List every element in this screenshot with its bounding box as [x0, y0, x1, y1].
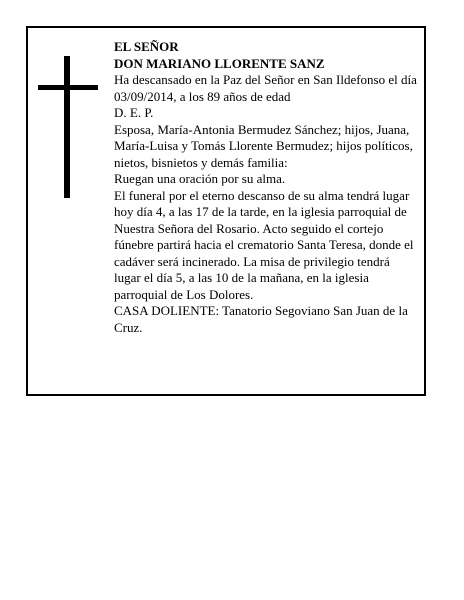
- notice-text: [114, 39, 418, 336]
- cross-horizontal-bar: [38, 85, 98, 90]
- cross-icon: [38, 56, 98, 198]
- death-statement: Ha descansado en la Paz del Señor en San Ildefonso el día 03/09/2014, a los 89 años de edad: [114, 72, 417, 104]
- obituary-notice: [26, 26, 426, 396]
- mourning-house: CASA DOLIENTE: Tanatorio Segoviano San Juan de la Cruz.: [114, 303, 408, 335]
- rip-text: D. E. P.: [114, 105, 154, 120]
- notice-title-line1: EL SEÑOR: [114, 39, 179, 54]
- family-list: Esposa, María-Antonia Bermudez Sánchez; hijos, Juana, María-Luisa y Tomás Llorente Bermudez; hijos políticos, nietos, bisnietos y demás familia:: [114, 121, 413, 170]
- notice-title-line2: DON MARIANO LLORENTE SANZ: [114, 55, 325, 71]
- prayer-request: Ruegan una oración por su alma.: [114, 171, 286, 186]
- funeral-details: El funeral por el eterno descanso de su alma tendrá lugar hoy día 4, a las 17 de la tarde, en la iglesia parroquial de Nuestra Señora del Rosario. Acto seguido el cortejo fúnebre partirá hacia el crematorio Santa Teresa, donde el cadáver será incinerado. La misa de privilegio tendrá lugar el día 5, a las 10 de la mañana, en la iglesia parroquial de Los Dolores.: [114, 187, 414, 302]
- cross-vertical-bar: [64, 56, 70, 198]
